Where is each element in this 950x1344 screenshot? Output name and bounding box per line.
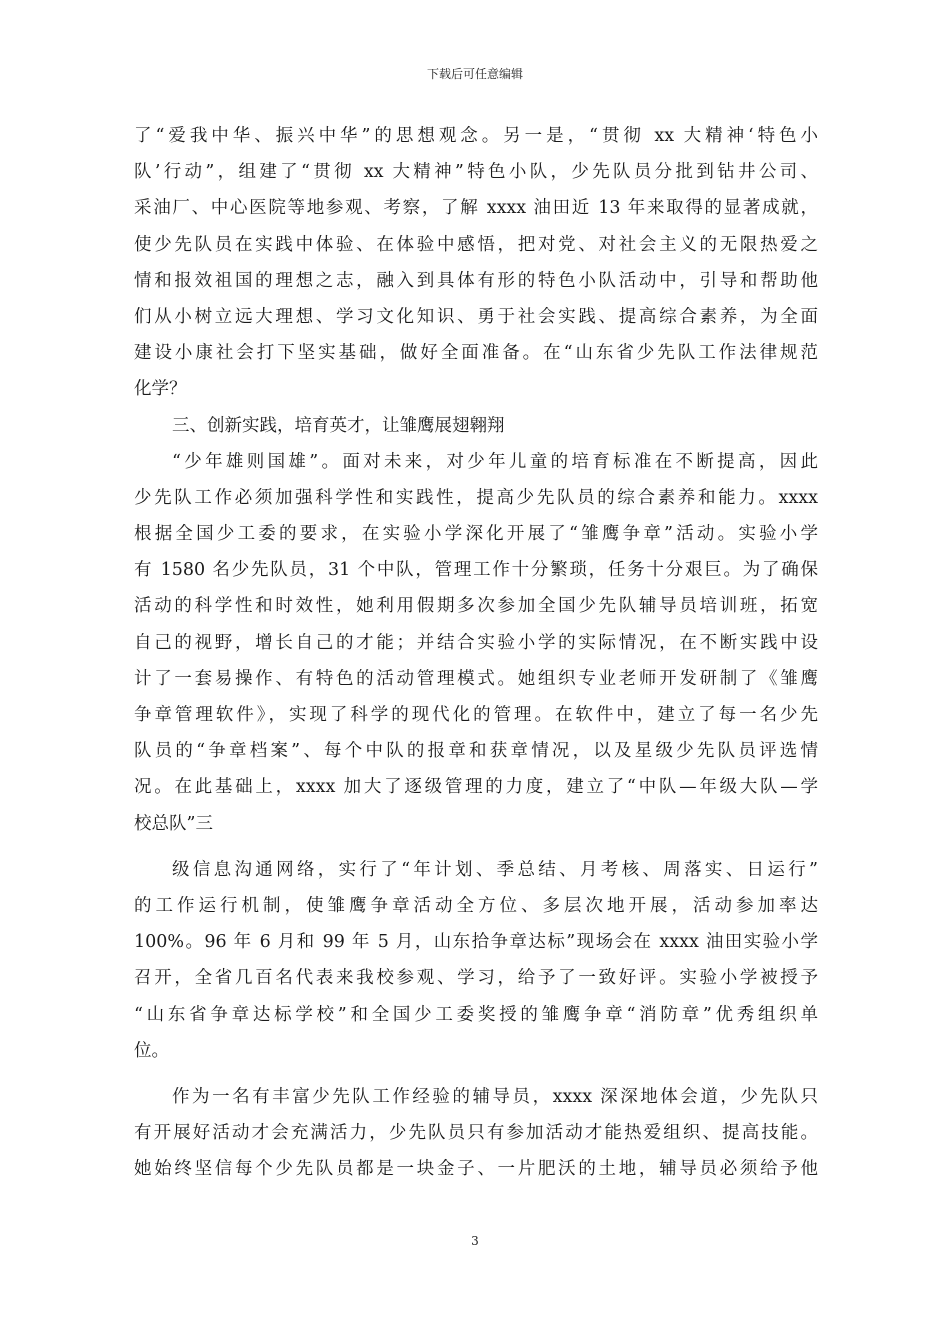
text-line: 队’行动”，组建了“贯彻 xx 大精神”特色小队，少先队员分批到钻井公司、: [134, 162, 818, 183]
paragraph-gap: [134, 842, 818, 852]
text-line: 们从小树立远大理想、学习文化知识、勇于社会实践、提高综合素养，为全面: [134, 306, 818, 327]
text-line: 级信息沟通网络，实行了“年计划、季总结、月考核、周落实、日运行”: [172, 859, 818, 880]
text-line: 争章管理软件》，实现了科学的现代化的管理。在软件中，建立了每一名少先: [134, 705, 818, 725]
page-header: 下载后可任意编辑: [426, 67, 523, 81]
text-line: 化学？: [134, 379, 187, 400]
page-number: 3: [471, 1234, 479, 1248]
text-line: 采油厂、中心医院等地参观、考察，了解 xxxx 油田近 13 年来取得的显著成就，: [134, 198, 818, 219]
text-line: 有 1580 名少先队员，31 个中队，管理工作十分繁琐，任务十分艰巨。为了确保: [134, 560, 818, 581]
text-line: 建设小康社会打下坚实基础，做好全面准备。在“山东省少先队工作法律规范: [134, 343, 818, 364]
paragraph-gap: [134, 1069, 818, 1079]
text-line: 使少先队员在实践中体验、在体验中感悟，把对党、对社会主义的无限热爱之: [134, 234, 818, 255]
text-line: 有开展好活动才会充满活力，少先队员只有参加活动才能热爱组织、提高技能。: [134, 1123, 818, 1144]
text-line: 校总队”三: [134, 813, 213, 834]
text-line: “少年雄则国雄”。面对未来，对少年儿童的培育标准在不断提高，因此: [172, 451, 818, 472]
text-line: 了“爱我中华、振兴中华”的思想观念。另一是，“贯彻 xx 大精神‘特色小: [134, 126, 818, 146]
text-line: 少先队工作必须加强科学性和实践性，提高少先队员的综合素养和能力。xxxx: [134, 487, 818, 508]
text-line: “山东省争章达标学校”和全国少工委奖授的雏鹰争章“消防章”优秀组织单: [134, 1004, 818, 1025]
text-line: 位。: [134, 1040, 169, 1061]
section-heading: 三、创新实践，培育英才，让雏鹰展翅翱翔: [172, 415, 505, 436]
text-line: 况。在此基础上，xxxx 加大了逐级管理的力度，建立了“中队—年级大队—学: [134, 777, 818, 798]
text-line: 根据全国少工委的要求，在实验小学深化开展了“雏鹰争章”活动。实验小学: [134, 524, 818, 545]
document-body: [134, 118, 818, 1187]
text-line: 的工作运行机制，使雏鹰争章活动全方位、多层次地开展，活动参加率达: [134, 895, 818, 916]
text-line: 活动的科学性和时效性，她利用假期多次参加全国少先队辅导员培训班，拓宽: [134, 596, 818, 617]
text-line: 自己的视野，增长自己的才能；并结合实验小学的实际情况，在不断实践中设: [134, 632, 818, 653]
text-line: 情和报效祖国的理想之志，融入到具体有形的特色小队活动中，引导和帮助他: [134, 270, 818, 291]
text-line: 她始终坚信每个少先队员都是一块金子、一片肥沃的土地，辅导员必须给予他: [134, 1159, 818, 1180]
text-line: 召开，全省几百名代表来我校参观、学习，给予了一致好评。实验小学被授予: [134, 968, 818, 989]
text-line: 100%。96 年 6 月和 99 年 5 月，山东拾争章达标”现场会在 xxxx 油田实验小学: [134, 932, 818, 953]
text-line: 计了一套易操作、有特色的活动管理模式。她组织专业老师开发研制了《雏鹰: [134, 668, 818, 689]
text-line: 队员的“争章档案”、每个中队的报章和获章情况，以及星级少先队员评选情: [134, 741, 818, 762]
text-line: 作为一名有丰富少先队工作经验的辅导员，xxxx 深深地体会道，少先队只: [172, 1086, 818, 1107]
